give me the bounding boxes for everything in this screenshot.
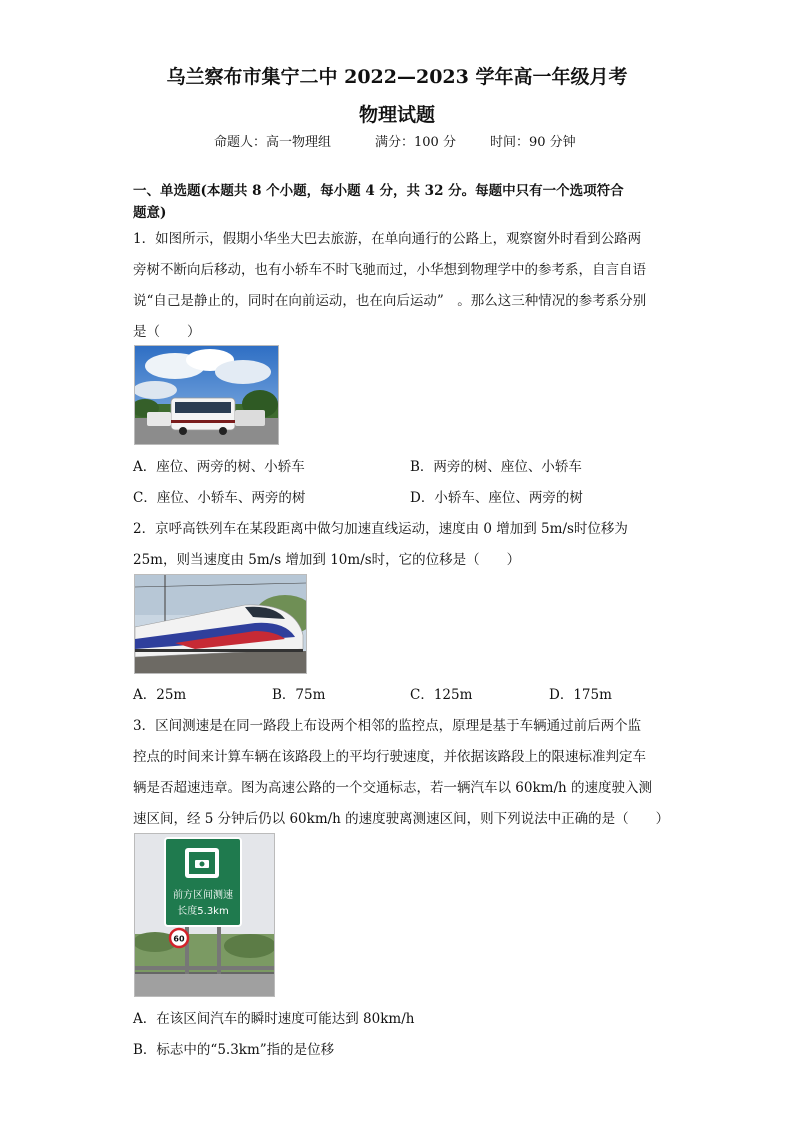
q2-option-d: D．175m xyxy=(549,687,612,703)
q1-option-c: C．座位、小轿车、两旁的树 xyxy=(133,490,306,506)
traffic-sign-photo xyxy=(134,833,275,997)
q1-option-a: A．座位、两旁的树、小轿车 xyxy=(133,459,305,475)
speed-limit-number: 60 xyxy=(173,934,185,944)
q3-text-line: 速区间，经 5 分钟后仍以 60km/h 的速度驶离测速区间，则下列说法中正确的是（ ） xyxy=(133,811,670,827)
q1-text-line: 1．如图所示，假期小华坐大巴去旅游，在单向通行的公路上，观察窗外时看到公路两 xyxy=(133,231,642,247)
section-heading-cont: 题意) xyxy=(133,205,167,221)
q2-option-c: C．125m xyxy=(410,687,473,703)
sign-text-line1: 前方区间测速 xyxy=(173,890,233,901)
q1-option-b: B．两旁的树、座位、小轿车 xyxy=(410,459,582,475)
q3-text-line: 3．区间测速是在同一路段上布设两个相邻的监控点，原理是基于车辆通过前后两个监 xyxy=(133,718,642,734)
q1-text-line: 是（ ） xyxy=(133,324,201,340)
q2-option-a: A．25m xyxy=(133,687,187,703)
full-score-text: 满分：100 分 xyxy=(375,135,456,150)
q3-text-line: 辆是否超速违章。图为高速公路的一个交通标志，若一辆汽车以 60km/h 的速度驶入测 xyxy=(133,780,652,796)
train-photo xyxy=(134,574,307,674)
bus-photo xyxy=(134,345,279,445)
q2-text-line: 2．京呼高铁列车在某段距离中做匀加速直线运动，速度由 0 增加到 5m/s时位移为 xyxy=(133,521,628,537)
q1-text-line: 说“自己是静止的，同时在向前运动，也在向后运动” 。那么这三种情况的参考系分别 xyxy=(133,293,647,309)
exam-title: 乌兰察布市集宁二中 2022—2023 学年高一年级月考 xyxy=(166,66,628,88)
q3-option-a: A．在该区间汽车的瞬时速度可能达到 80km/h xyxy=(133,1011,415,1027)
q2-text-line: 25m，则当速度由 5m/s 增加到 10m/s时，它的位移是（ ） xyxy=(133,552,521,568)
time-text: 时间：90 分钟 xyxy=(490,135,576,150)
q1-option-d: D．小轿车、座位、两旁的树 xyxy=(410,490,583,506)
q2-option-b: B．75m xyxy=(272,687,326,703)
q1-text-line: 旁树不断向后移动，也有小轿车不时飞驰而过，小华想到物理学中的参考系，自言自语 xyxy=(133,262,646,278)
sign-text-line2: 长度5.3km xyxy=(177,906,229,917)
q3-option-b: B．标志中的“5.3km”指的是位移 xyxy=(133,1042,335,1058)
setter-text: 命题人：高一物理组 xyxy=(214,135,332,150)
section-heading: 一、单选题(本题共 8 个小题，每小题 4 分，共 32 分。每题中只有一个选项符合 xyxy=(133,183,624,199)
q3-text-line: 控点的时间来计算车辆在该路段上的平均行驶速度，并依据该路段上的限速标准判定车 xyxy=(133,749,646,765)
subject-title: 物理试题 xyxy=(358,104,435,126)
